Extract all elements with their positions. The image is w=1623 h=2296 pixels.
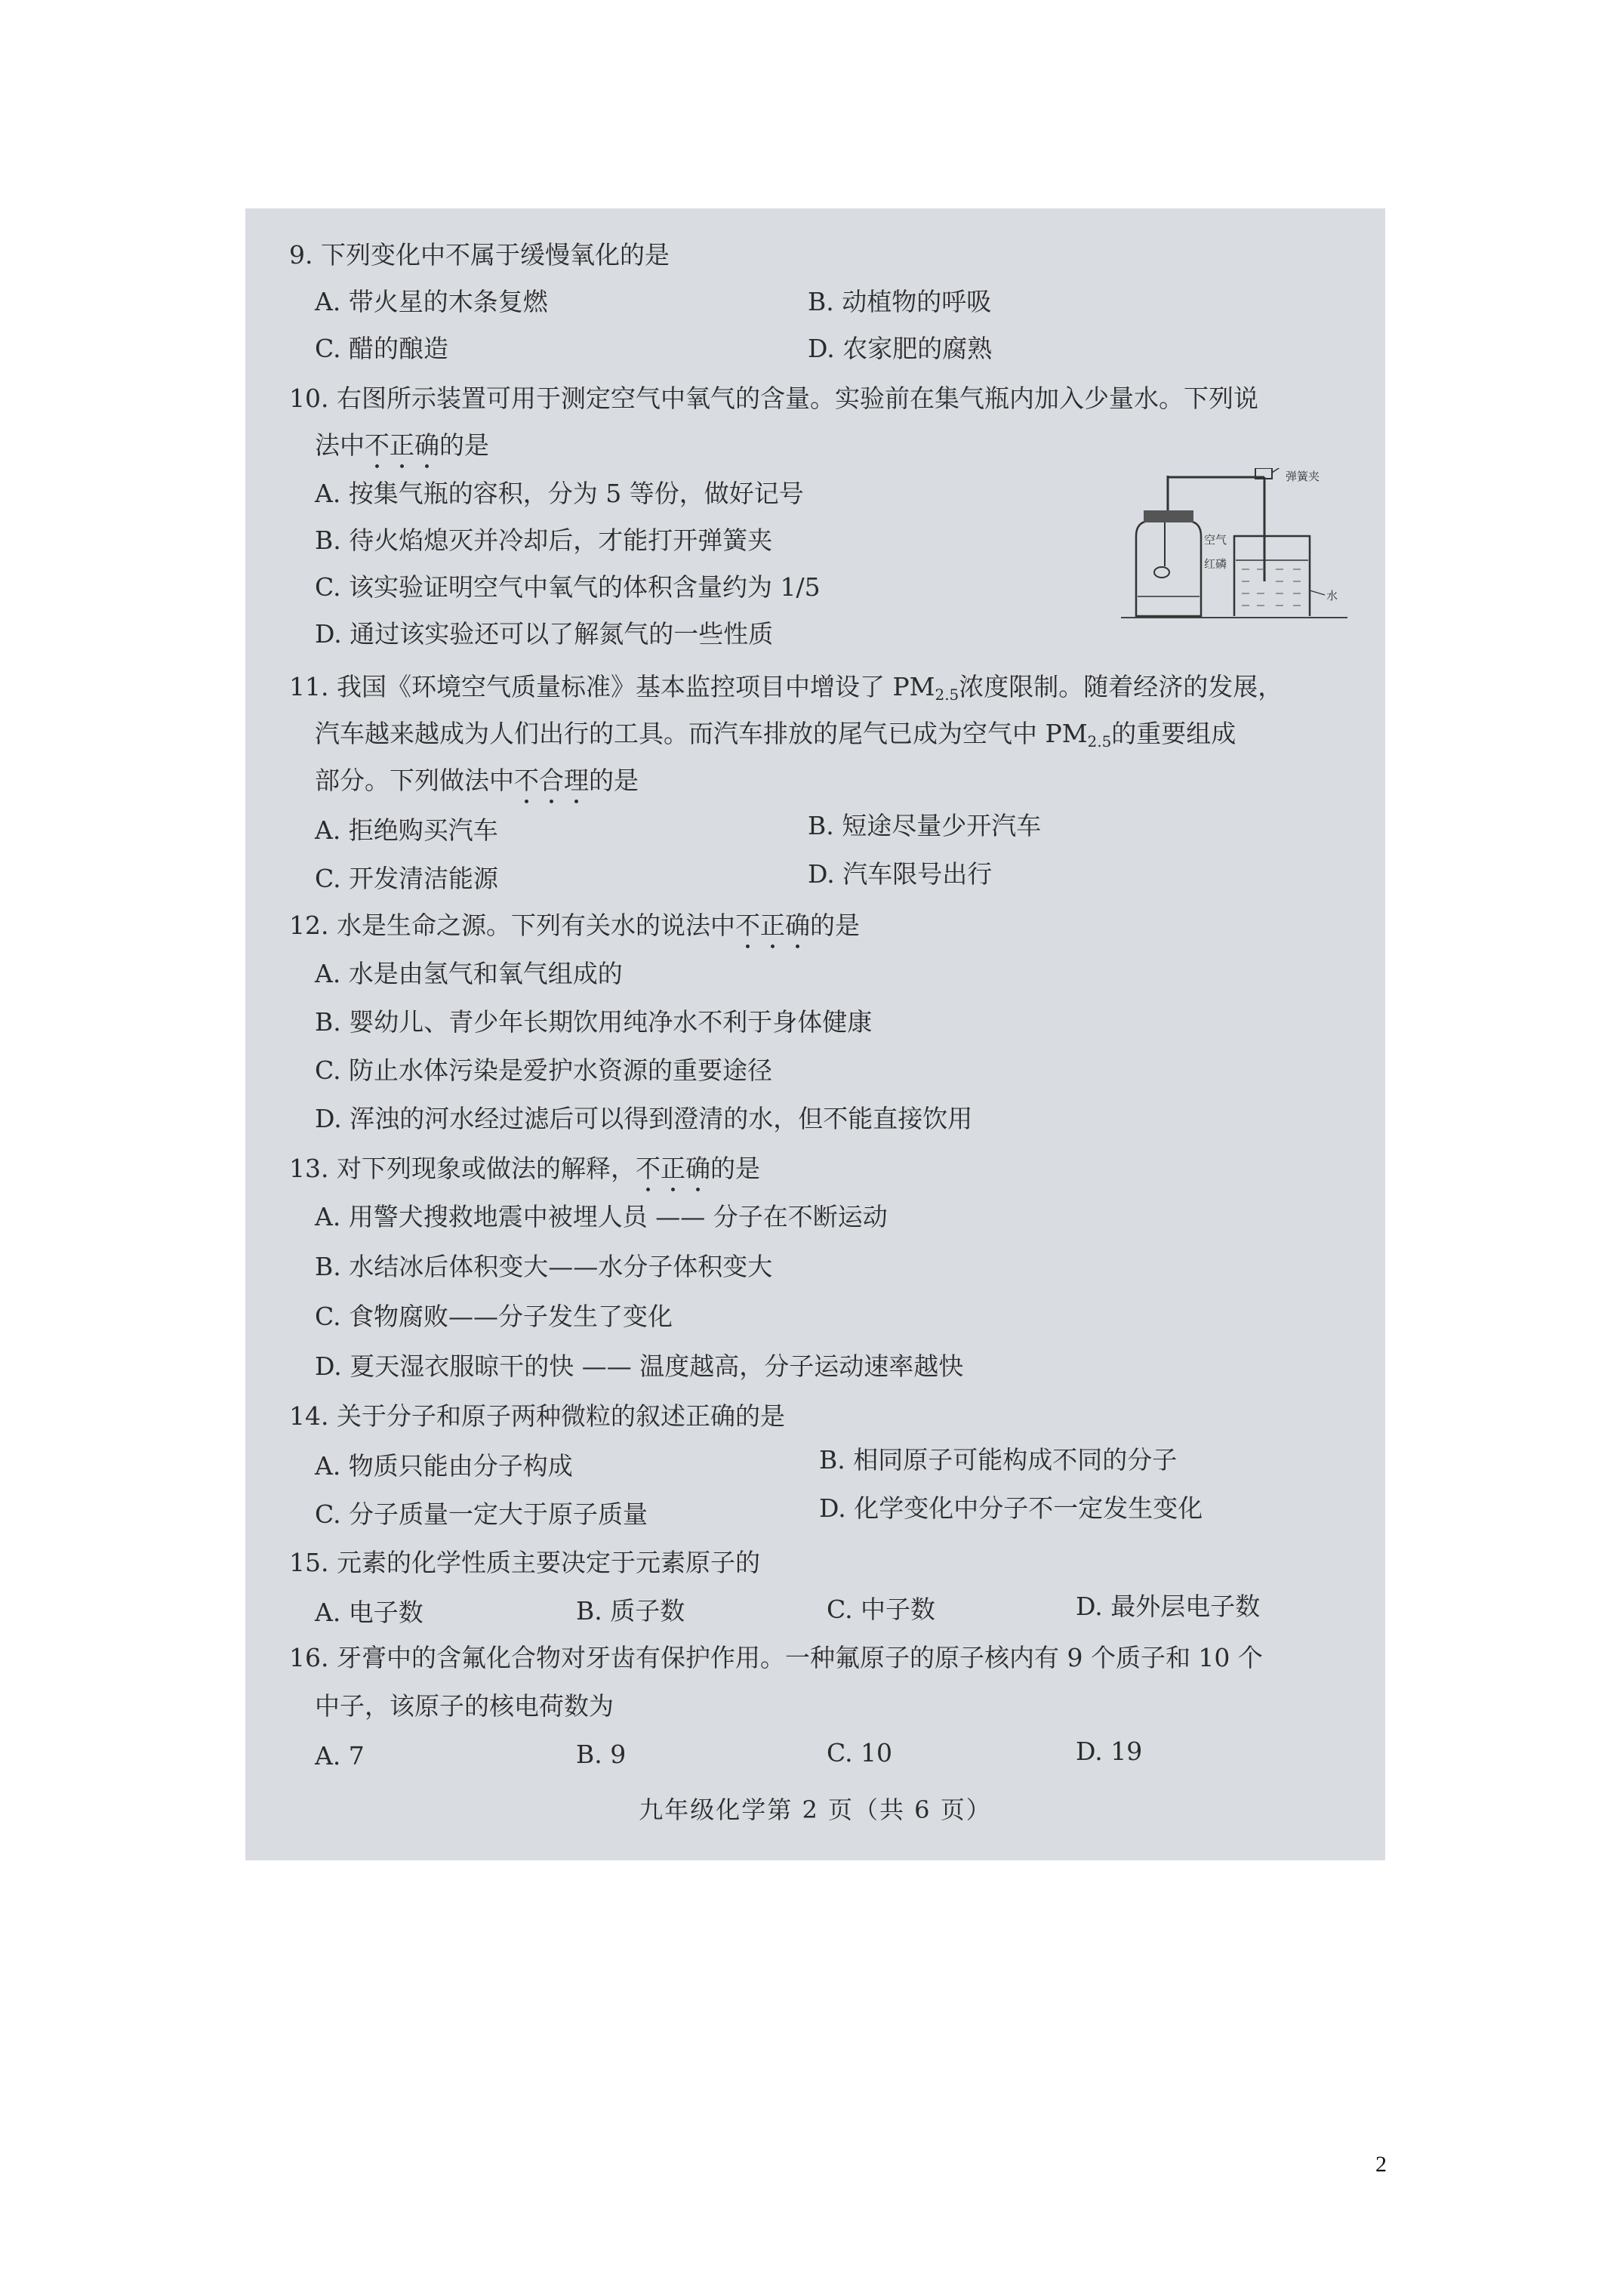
- q11-l2-subscript: 2.5: [1087, 732, 1112, 750]
- q11-l3-pre: 部分。下列做法中: [315, 766, 514, 795]
- q9-stem: 9. 下列变化中不属于缓慢氧化的是: [289, 240, 670, 270]
- q10-emphasis: 不正确: [365, 430, 439, 460]
- q15-option-a: A. 电子数: [315, 1598, 423, 1627]
- q16-stem-line2: 中子，该原子的核电荷数为: [315, 1691, 614, 1721]
- page-footer: 九年级化学第 2 页（共 6 页）: [639, 1795, 992, 1824]
- q13-emphasis: 不正确: [635, 1154, 710, 1183]
- q13-option-c: C. 食物腐败——分子发生了变化: [315, 1302, 673, 1331]
- q11-l1-post: 浓度限制。随着经济的发展，: [959, 672, 1283, 701]
- q13-option-d: D. 夏天湿衣服晾干的快 —— 温度越高，分子运动速率越快: [315, 1351, 964, 1381]
- q11-stem-line3: [315, 766, 639, 810]
- q11-l2-post: 的重要组成: [1111, 719, 1236, 748]
- q10-option-c: C. 该实验证明空气中氧气的体积含量约为 1/5: [315, 572, 821, 602]
- q11-l3-post: 的是: [589, 766, 639, 795]
- q15-option-d: D. 最外层电子数: [1076, 1592, 1261, 1621]
- q11-stem-line1: [289, 672, 1283, 710]
- q11-option-a: A. 拒绝购买汽车: [315, 815, 498, 845]
- q13-stem-post: 的是: [710, 1154, 760, 1183]
- q12-option-a: A. 水是由氢气和氧气组成的: [315, 959, 623, 988]
- q11-option-c: C. 开发清洁能源: [315, 864, 499, 893]
- q15-option-b: B. 质子数: [576, 1596, 685, 1626]
- q14-stem: 14. 关于分子和原子两种微粒的叙述正确的是: [289, 1401, 785, 1431]
- q9-option-c: C. 醋的酿造: [315, 334, 449, 363]
- q12-option-d: D. 浑浊的河水经过滤后可以得到澄清的水，但不能直接饮用: [315, 1104, 973, 1133]
- q16-stem-line1: 16. 牙膏中的含氟化合物对牙齿有保护作用。一种氟原子的原子核内有 9 个质子和 10 个: [289, 1643, 1263, 1672]
- label-red-phosphorus: 红磷: [1204, 557, 1227, 571]
- q11-l1-pre: 11. 我国《环境空气质量标准》基本监控项目中增设了 PM: [289, 672, 935, 701]
- q11-option-b: B. 短途尽量少开汽车: [808, 811, 1042, 840]
- q12-emphasis: 不正确: [735, 911, 810, 940]
- q9-option-b: B. 动植物的呼吸: [808, 287, 992, 316]
- q13-stem-pre: 13. 对下列现象或做法的解释，: [289, 1154, 636, 1183]
- q11-option-d: D. 汽车限号出行: [808, 859, 993, 889]
- q9-option-d: D. 农家肥的腐熟: [808, 334, 993, 363]
- label-water: 水: [1326, 589, 1338, 603]
- q10-stem-post: 的是: [439, 430, 489, 460]
- q15-option-c: C. 中子数: [827, 1595, 936, 1624]
- q16-option-a: A. 7: [315, 1741, 365, 1771]
- q12-stem: [289, 911, 860, 955]
- q16-option-c: C. 10: [827, 1738, 893, 1767]
- q10-option-b: B. 待火焰熄灭并冷却后，才能打开弹簧夹: [315, 525, 773, 555]
- label-spring-clip: 弹簧夹: [1286, 470, 1320, 483]
- q13-stem: [289, 1154, 760, 1198]
- page-number: 2: [1375, 2152, 1387, 2177]
- q12-option-b: B. 婴幼儿、青少年长期饮用纯净水不利于身体健康: [315, 1007, 873, 1037]
- q14-option-c: C. 分子质量一定大于原子质量: [315, 1499, 648, 1529]
- q11-emphasis: 不合理: [514, 766, 589, 795]
- q16-option-b: B. 9: [576, 1740, 627, 1769]
- q11-l2-pre: 汽车越来越成为人们出行的工具。而汽车排放的尾气已成为空气中 PM: [315, 719, 1088, 748]
- q10-stem-line1: 10. 右图所示装置可用于测定空气中氧气的含量。实验前在集气瓶内加入少量水。下列说: [289, 384, 1258, 413]
- q10-stem-pre: 法中: [315, 430, 365, 460]
- q15-stem: 15. 元素的化学性质主要决定于元素原子的: [289, 1548, 760, 1577]
- label-air: 空气: [1204, 533, 1227, 547]
- q10-option-a: A. 按集气瓶的容积，分为 5 等份，做好记号: [315, 479, 804, 508]
- q11-l1-subscript: 2.5: [935, 686, 959, 704]
- apparatus-diagram: [1121, 468, 1347, 619]
- q12-stem-post: 的是: [809, 911, 860, 940]
- q9-option-a: A. 带火星的木条复燃: [315, 287, 548, 316]
- q10-stem-line2: [315, 430, 489, 475]
- q10-option-d: D. 通过该实验还可以了解氮气的一些性质: [315, 619, 774, 649]
- scanned-exam-page: [245, 208, 1385, 1860]
- q11-stem-line2: [315, 719, 1236, 757]
- q14-option-b: B. 相同原子可能构成不同的分子: [819, 1445, 1178, 1475]
- q14-option-d: D. 化学变化中分子不一定发生变化: [819, 1493, 1203, 1523]
- q16-option-d: D. 19: [1076, 1737, 1143, 1766]
- q12-option-c: C. 防止水体污染是爱护水资源的重要途径: [315, 1056, 773, 1085]
- q13-option-a: A. 用警犬搜救地震中被埋人员 —— 分子在不断运动: [315, 1202, 888, 1231]
- q14-option-a: A. 物质只能由分子构成: [315, 1451, 573, 1481]
- q13-option-b: B. 水结冰后体积变大——水分子体积变大: [315, 1252, 773, 1281]
- q12-stem-pre: 12. 水是生命之源。下列有关水的说法中: [289, 911, 735, 940]
